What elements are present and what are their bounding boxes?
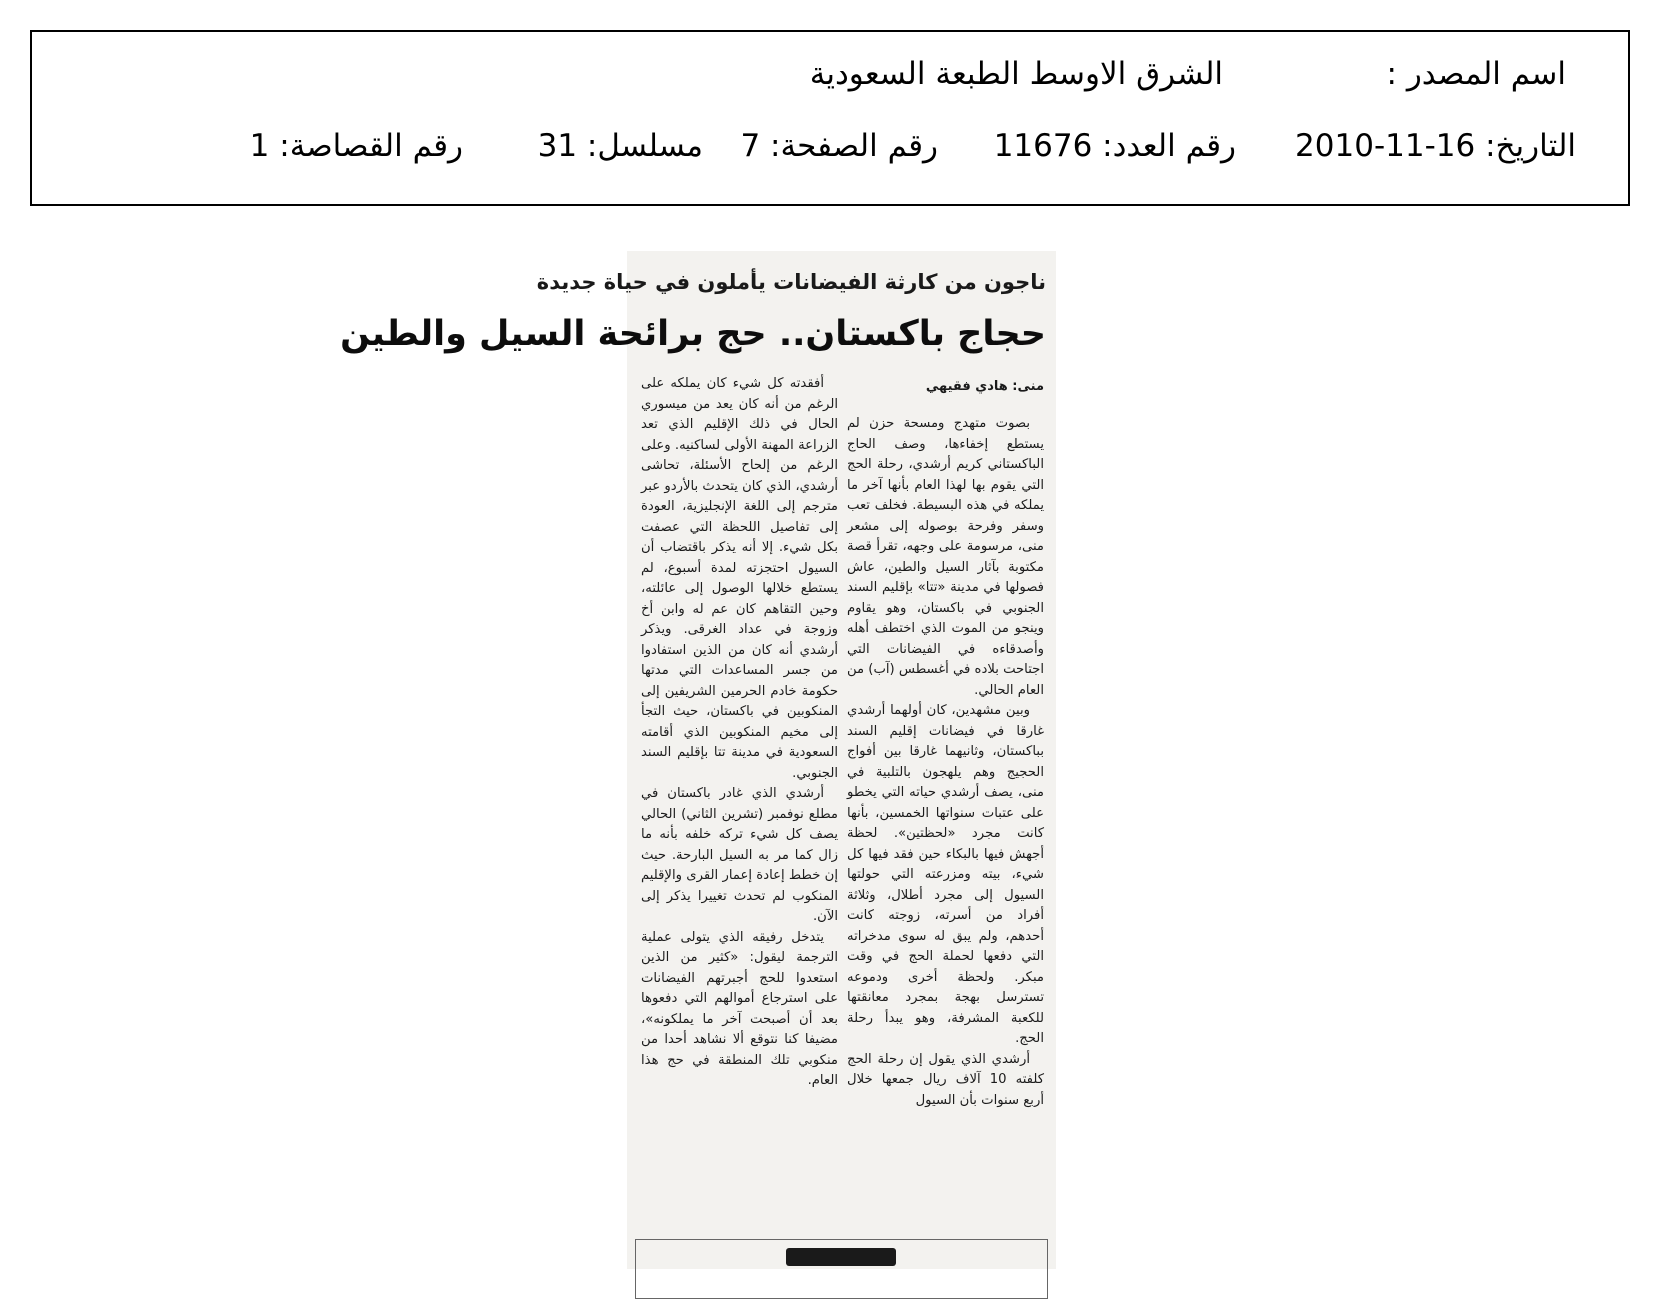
article-column-left: [641, 374, 838, 1092]
serial-number-field: مسلسل: 31: [537, 128, 703, 164]
metadata-header: [30, 30, 1630, 206]
article-byline: منى: هادي فقيهي: [925, 379, 1044, 394]
clipping-number-field: رقم القصاصة: 1: [249, 128, 463, 164]
paragraph: وبين مشهدين، كان أولهما أرشدي غارقا في فيضانات إقليم السند بباكستان، وثانيهما غارقا بين أفواج الحجيج وهم يلهجون بالتلبية في منى، يصف أرشدي حياته التي يخطو على عتبات سنواتها الخمسين، بأنها كانت مجرد «لحظتين». لحظة أجهش فيها بالبكاء حين فقد فيها كل شيء، بيته ومزرعته التي حولتها السيول إلى مجرد أطلال، وثلاثة أفراد من أسرته، زوجته كانت أحدهم، ولم يبق له سوى مدخراته التي دفعها لحملة الحج في وقت مبكر. ولحظة أخرى ودموعه تسترسل بهجة بمجرد معانقتها للكعبة المشرفة، وهو يبدأ رحلة الحج.: [847, 703, 1044, 1046]
page-number-field: رقم الصفحة: 7: [740, 128, 938, 164]
article-column-right: [847, 414, 1044, 1111]
cut-off-heading: [786, 1248, 896, 1266]
issue-number-field: رقم العدد: 11676: [993, 128, 1236, 164]
paragraph: أرشدي الذي غادر باكستان في مطلع نوفمبر (تشرين الثاني) الحالي يصف كل شيء تركه خلفه بأنه ما زال كما مر به السيل البارحة. حيث إن خطط إعادة إعمار القرى والإقليم المنكوب لم تحدث تغييرا يذكر إلى الآن.: [641, 786, 838, 924]
article-headline: حجاج باكستان.. حج برائحة السيل والطين: [340, 314, 1046, 354]
date-field: التاريخ: 16-11-2010: [1295, 128, 1576, 164]
paragraph: أفقدته كل شيء كان يملكه على الرغم من أنه كان يعد من ميسوري الحال في ذلك الإقليم الذي تعد الزراعة المهنة الأولى لساكنيه. وعلى الرغم من إلحاح الأسئلة، تحاشى أرشدي، الذي كان يتحدث بالأردو عبر مترجم إلى اللغة الإنجليزية، العودة إلى تفاصيل اللحظة التي عصفت بكل شيء. إلا أنه يذكر باقتضاب أن السيول احتجزته لمدة أسبوع، لم يستطع خلالها الوصول إلى عائلته، وحين التقاهم كان عم له وابن أخ وزوجة في عداد الغرقى. ويذكر أرشدي أنه كان من الذين استفادوا من جسر المساعدات التي مدتها حكومة خادم الحرمين الشريفين إلى المنكوبين في باكستان، حيث التجأ إلى مخيم المنكوبين الذي أقامته السعودية في مدينة تتا بإقليم السند الجنوبي.: [641, 376, 838, 781]
paragraph: يتدخل رفيقه الذي يتولى عملية الترجمة ليقول: «كثير من الذين استعدوا للحج أجبرتهم الفيضانات على استرجاع أموالهم التي دفعوها بعد أن أصبحت آخر ما يملكونه»، مضيفا كنا نتوقع ألا نشاهد أحدا من منكوبي تلك المنطقة في حج هذا العام.: [641, 929, 838, 1088]
source-name: الشرق الاوسط الطبعة السعودية: [809, 56, 1223, 92]
paragraph: أرشدي الذي يقول إن رحلة الحج كلفته 10 آلاف ريال جمعها خلال أربع سنوات بأن السيول: [847, 1051, 1044, 1108]
article-kicker: ناجون من كارثة الفيضانات يأملون في حياة جديدة: [536, 270, 1046, 294]
newspaper-clipping: [340, 251, 1056, 1269]
next-article-box: [635, 1239, 1048, 1299]
source-label: اسم المصدر :: [1386, 56, 1566, 92]
paragraph: بصوت متهدج ومسحة حزن لم يستطع إخفاءها، وصف الحاج الباكستاني كريم أرشدي، رحلة الحج التي يقوم بها لهذا العام بأنها آخر ما يملكه في هذه البسيطة. فخلف تعب وسفر وفرحة بوصوله إلى مشعر منى، مرسومة على وجهه، تقرأ قصة مكتوبة بآثار السيل والطين، عاش فصولها في مدينة «تتا» بإقليم السند الجنوبي في باكستان، وهو يقاوم وينجو من الموت الذي اختطف أهله وأصدقاءه في الفيضانات التي اجتاحت بلاده في أغسطس (آب) من العام الحالي.: [847, 416, 1044, 698]
